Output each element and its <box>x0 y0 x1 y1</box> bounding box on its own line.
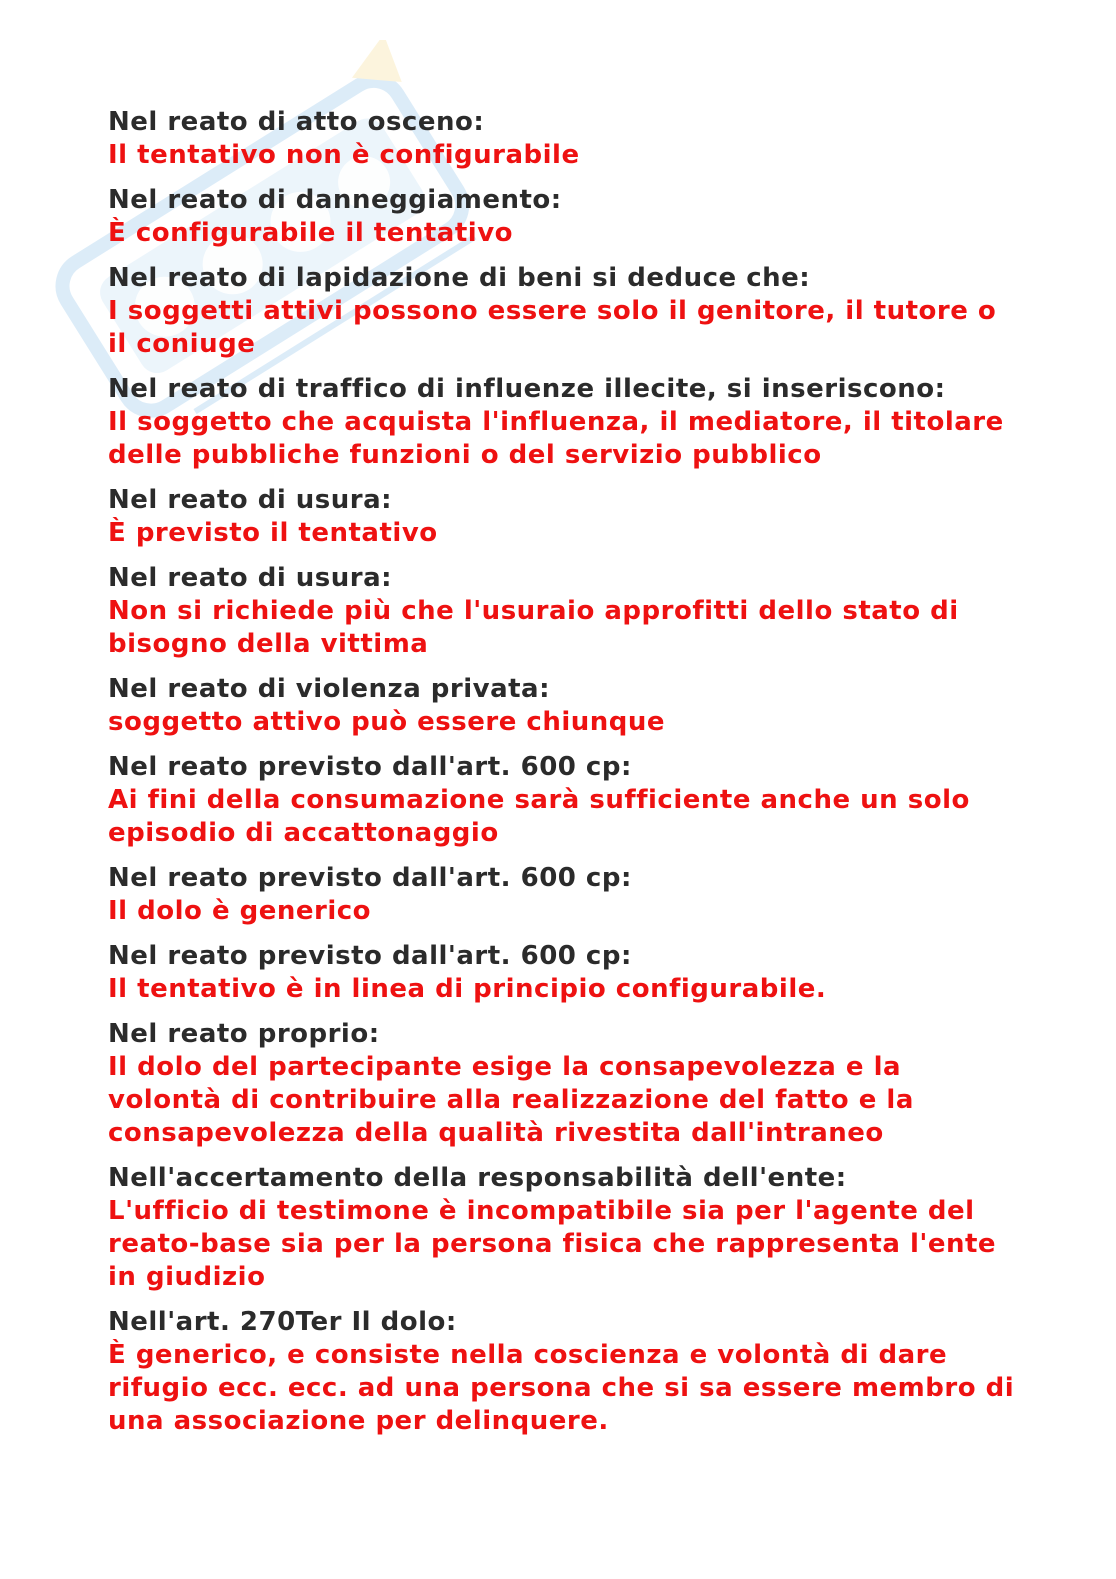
qa-item <box>108 106 1018 172</box>
answer-text: Ai fini della consumazione sarà sufficiente anche un solo episodio di accattonaggio <box>108 785 970 848</box>
answer-text: Il tentativo non è configurabile <box>108 140 580 170</box>
qa-item <box>108 1306 1018 1438</box>
qa-item <box>108 373 1018 472</box>
qa-item <box>108 751 1018 850</box>
question-text: Nel reato previsto dall'art. 600 cp: <box>108 941 632 971</box>
qa-item <box>108 940 1018 1006</box>
answer-text: Il tentativo è in linea di principio configurabile. <box>108 974 827 1004</box>
answer-text: soggetto attivo può essere chiunque <box>108 707 666 737</box>
question-text: Nel reato di atto osceno: <box>108 107 485 137</box>
question-text: Nel reato proprio: <box>108 1019 380 1049</box>
question-text: Nel reato di usura: <box>108 563 393 593</box>
answer-text: È configurabile il tentativo <box>108 218 514 248</box>
answer-text: È generico, e consiste nella coscienza e volontà di dare rifugio ecc. ecc. ad una persona che si sa essere membro di una associazione per delinquere. <box>108 1340 1015 1436</box>
question-text: Nel reato di violenza privata: <box>108 674 550 704</box>
qa-item <box>108 484 1018 550</box>
qa-item <box>108 262 1018 361</box>
question-text: Nel reato di usura: <box>108 485 393 515</box>
qa-item <box>108 1162 1018 1294</box>
document-body <box>108 106 1018 1450</box>
answer-text: I soggetti attivi possono essere solo il genitore, il tutore o il coniuge <box>108 296 997 359</box>
qa-item <box>108 562 1018 661</box>
question-text: Nell'art. 270Ter Il dolo: <box>108 1307 457 1337</box>
answer-text: È previsto il tentativo <box>108 518 438 548</box>
answer-text: Il dolo è generico <box>108 896 372 926</box>
answer-text: Il dolo del partecipante esige la consapevolezza e la volontà di contribuire alla realizzazione del fatto e la consapevolezza della qualità rivestita dall'intraneo <box>108 1052 914 1148</box>
qa-item <box>108 673 1018 739</box>
answer-text: Non si richiede più che l'usuraio approfitti dello stato di bisogno della vittima <box>108 596 959 659</box>
question-text: Nel reato di lapidazione di beni si deduce che: <box>108 263 811 293</box>
qa-item <box>108 184 1018 250</box>
qa-item <box>108 1018 1018 1150</box>
question-text: Nel reato previsto dall'art. 600 cp: <box>108 863 632 893</box>
question-text: Nell'accertamento della responsabilità dell'ente: <box>108 1163 847 1193</box>
answer-text: Il soggetto che acquista l'influenza, il mediatore, il titolare delle pubbliche funzioni o del servizio pubblico <box>108 407 1004 470</box>
question-text: Nel reato di traffico di influenze illecite, si inseriscono: <box>108 374 946 404</box>
question-text: Nel reato previsto dall'art. 600 cp: <box>108 752 632 782</box>
qa-item <box>108 862 1018 928</box>
answer-text: L'ufficio di testimone è incompatibile sia per l'agente del reato-base sia per la persona fisica che rappresenta l'ente in giudizio <box>108 1196 997 1292</box>
question-text: Nel reato di danneggiamento: <box>108 185 562 215</box>
